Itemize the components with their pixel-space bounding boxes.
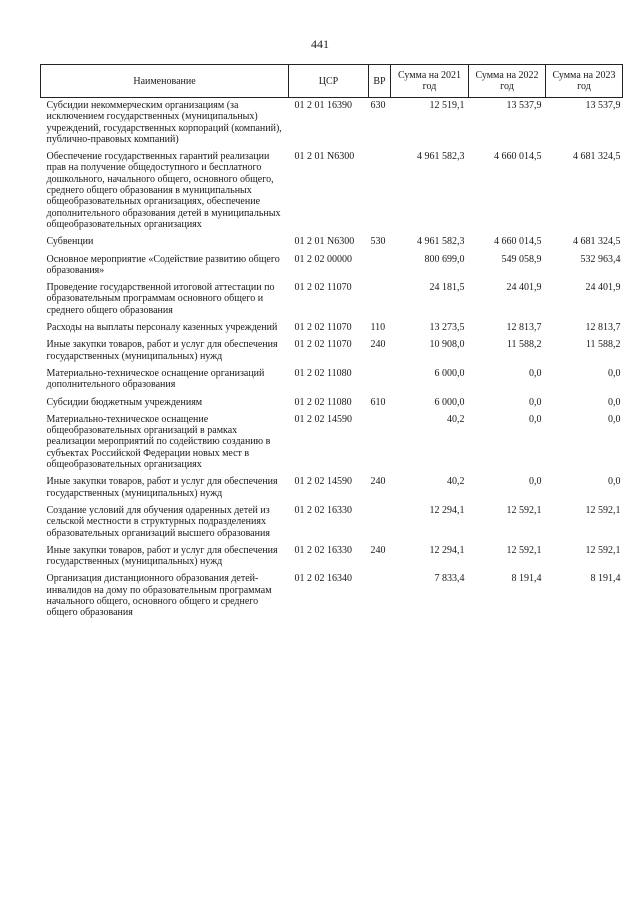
table-row xyxy=(41,149,623,234)
header-sum-2022: Сумма на 2022 год xyxy=(469,65,546,98)
row-sum-2022: 0,0 xyxy=(529,476,542,488)
row-sum-2021: 6 000,0 xyxy=(434,367,465,379)
row-sum-2022: 4 660 014,5 xyxy=(494,151,542,163)
table-header-row xyxy=(41,65,623,98)
row-sum-2022: 13 537,9 xyxy=(506,100,542,111)
row-sum-2023: 0,0 xyxy=(608,367,621,379)
row-sum-2021: 40,2 xyxy=(447,413,465,425)
row-sum-2023: 8 191,4 xyxy=(590,573,621,585)
row-vr: 110 xyxy=(370,322,386,334)
row-csr: 01 2 01 N6300 xyxy=(294,236,355,248)
row-vr: 630 xyxy=(370,100,386,111)
row-sum-2023: 13 537,9 xyxy=(585,100,621,111)
table-row xyxy=(41,543,623,572)
row-sum-2021: 12 294,1 xyxy=(429,544,465,556)
table-row xyxy=(41,503,623,543)
row-csr: 01 2 02 16330 xyxy=(294,544,352,556)
row-csr: 01 2 02 16330 xyxy=(294,504,352,516)
row-sum-2023: 532 963,4 xyxy=(580,253,621,265)
row-vr: 240 xyxy=(370,544,386,556)
table-row xyxy=(41,252,623,281)
row-vr: 240 xyxy=(370,476,386,488)
row-sum-2023: 4 681 324,5 xyxy=(573,151,621,163)
row-sum-2021: 6 000,0 xyxy=(434,396,465,408)
row-vr xyxy=(369,412,391,474)
row-sum-2021: 4 961 582,3 xyxy=(417,151,465,163)
row-sum-2022: 12 813,7 xyxy=(506,322,542,334)
row-sum-2022: 24 401,9 xyxy=(506,282,542,294)
row-sum-2021: 12 294,1 xyxy=(429,504,465,516)
row-vr xyxy=(369,149,391,234)
row-sum-2023: 0,0 xyxy=(608,396,621,408)
header-sum-2021: Сумма на 2021 год xyxy=(391,65,469,98)
table-row xyxy=(41,337,623,366)
row-sum-2021: 24 181,5 xyxy=(429,282,465,294)
row-sum-2022: 4 660 014,5 xyxy=(494,236,542,248)
row-sum-2023: 0,0 xyxy=(608,476,621,488)
row-sum-2023: 12 592,1 xyxy=(585,504,621,516)
row-name: Обеспечение государственных гарантий реализации прав на получение общедоступного и бесплатного дошкольного, начального общего, основного общего, среднего общего образования в муниципальных общеобразовательных организациях, обеспечение дополнительного образования детей в муниципальных общеобразовательных организациях xyxy=(46,151,281,230)
row-sum-2021: 40,2 xyxy=(447,476,465,488)
row-csr: 01 2 02 11070 xyxy=(294,282,352,294)
row-name: Основное мероприятие «Содействие развитию общего образования» xyxy=(46,253,280,276)
row-name: Субсидии некоммерческим организациям (за исключением государственных (муниципальных) учреждений, государственных корпораций (компаний), публично-правовых компаний) xyxy=(46,100,282,145)
row-vr: 610 xyxy=(370,396,386,408)
row-sum-2023: 24 401,9 xyxy=(585,282,621,294)
row-sum-2022: 0,0 xyxy=(529,367,542,379)
row-name: Иные закупки товаров, работ и услуг для обеспечения государственных (муниципальных) нужд xyxy=(46,544,278,568)
row-name: Создание условий для обучения одаренных детей из сельской местности в структурных подразделениях образовательных организаций высшего образования xyxy=(46,504,270,539)
row-name: Субвенции xyxy=(46,236,94,248)
row-csr: 01 2 02 14590 xyxy=(294,476,352,488)
row-csr: 01 2 02 11070 xyxy=(294,339,352,351)
row-name: Проведение государственной итоговой аттестации по образовательным программам основного общего и среднего общего образования xyxy=(46,282,275,316)
row-csr: 01 2 02 14590 xyxy=(294,413,352,425)
table-row xyxy=(41,395,623,412)
row-sum-2021: 800 699,0 xyxy=(424,253,465,265)
row-sum-2022: 11 588,2 xyxy=(506,339,542,351)
row-csr: 01 2 02 00000 xyxy=(294,253,352,265)
row-name: Материально-техническое оснащение общеобразовательных организаций в рамках реализации мероприятий по содействию созданию в субъектах Российской Федерации новых мест в общеобразовательных организациях xyxy=(46,413,271,471)
table-row xyxy=(41,234,623,251)
row-csr: 01 2 01 N6300 xyxy=(294,151,355,163)
header-vr: ВР xyxy=(369,65,391,98)
row-sum-2023: 11 588,2 xyxy=(585,339,621,351)
row-vr xyxy=(369,252,391,281)
row-sum-2023: 12 592,1 xyxy=(585,544,621,556)
row-sum-2023: 12 813,7 xyxy=(585,322,621,334)
table-row xyxy=(41,98,623,150)
row-vr xyxy=(369,280,391,320)
row-sum-2023: 0,0 xyxy=(608,413,621,425)
row-vr: 530 xyxy=(370,236,386,248)
page-number: 441 xyxy=(311,37,329,51)
row-vr xyxy=(369,366,391,395)
row-sum-2021: 4 961 582,3 xyxy=(417,236,465,248)
row-vr: 240 xyxy=(370,339,386,351)
row-name: Организация дистанционного образования детей-инвалидов на дому по образовательным программам начального общего, основного общего и среднего общего образования xyxy=(46,573,272,619)
row-sum-2022: 549 058,9 xyxy=(501,253,542,265)
row-name: Материально-техническое оснащение организаций дополнительного образования xyxy=(46,367,265,391)
row-vr xyxy=(369,503,391,543)
row-sum-2022: 8 191,4 xyxy=(511,573,542,585)
row-csr: 01 2 01 16390 xyxy=(294,100,352,111)
table-row xyxy=(41,320,623,337)
row-vr xyxy=(369,571,391,622)
row-sum-2022: 12 592,1 xyxy=(506,544,542,556)
row-csr: 01 2 02 16340 xyxy=(294,573,352,585)
row-csr: 01 2 02 11080 xyxy=(294,367,352,379)
row-sum-2023: 4 681 324,5 xyxy=(573,236,621,248)
table-row xyxy=(41,474,623,503)
row-csr: 01 2 02 11070 xyxy=(294,322,352,334)
row-name: Субсидии бюджетным учреждениям xyxy=(46,396,203,408)
row-sum-2021: 13 273,5 xyxy=(429,322,465,334)
table-row xyxy=(41,280,623,320)
row-sum-2022: 0,0 xyxy=(529,396,542,408)
row-sum-2021: 12 519,1 xyxy=(429,100,465,111)
row-csr: 01 2 02 11080 xyxy=(294,396,352,408)
budget-table xyxy=(40,64,623,623)
table-row xyxy=(41,412,623,474)
row-sum-2021: 10 908,0 xyxy=(429,339,465,351)
row-sum-2022: 0,0 xyxy=(529,413,542,425)
table-row xyxy=(41,366,623,395)
row-sum-2022: 12 592,1 xyxy=(506,504,542,516)
header-name: Наименование xyxy=(41,65,289,98)
row-name: Иные закупки товаров, работ и услуг для обеспечения государственных (муниципальных) нужд xyxy=(46,339,278,362)
header-csr: ЦСР xyxy=(289,65,369,98)
row-name: Иные закупки товаров, работ и услуг для обеспечения государственных (муниципальных) нужд xyxy=(46,476,278,499)
row-name: Расходы на выплаты персоналу казенных учреждений xyxy=(46,322,278,334)
table-row xyxy=(41,571,623,622)
row-sum-2021: 7 833,4 xyxy=(434,573,465,585)
header-sum-2023: Сумма на 2023 год xyxy=(546,65,623,98)
